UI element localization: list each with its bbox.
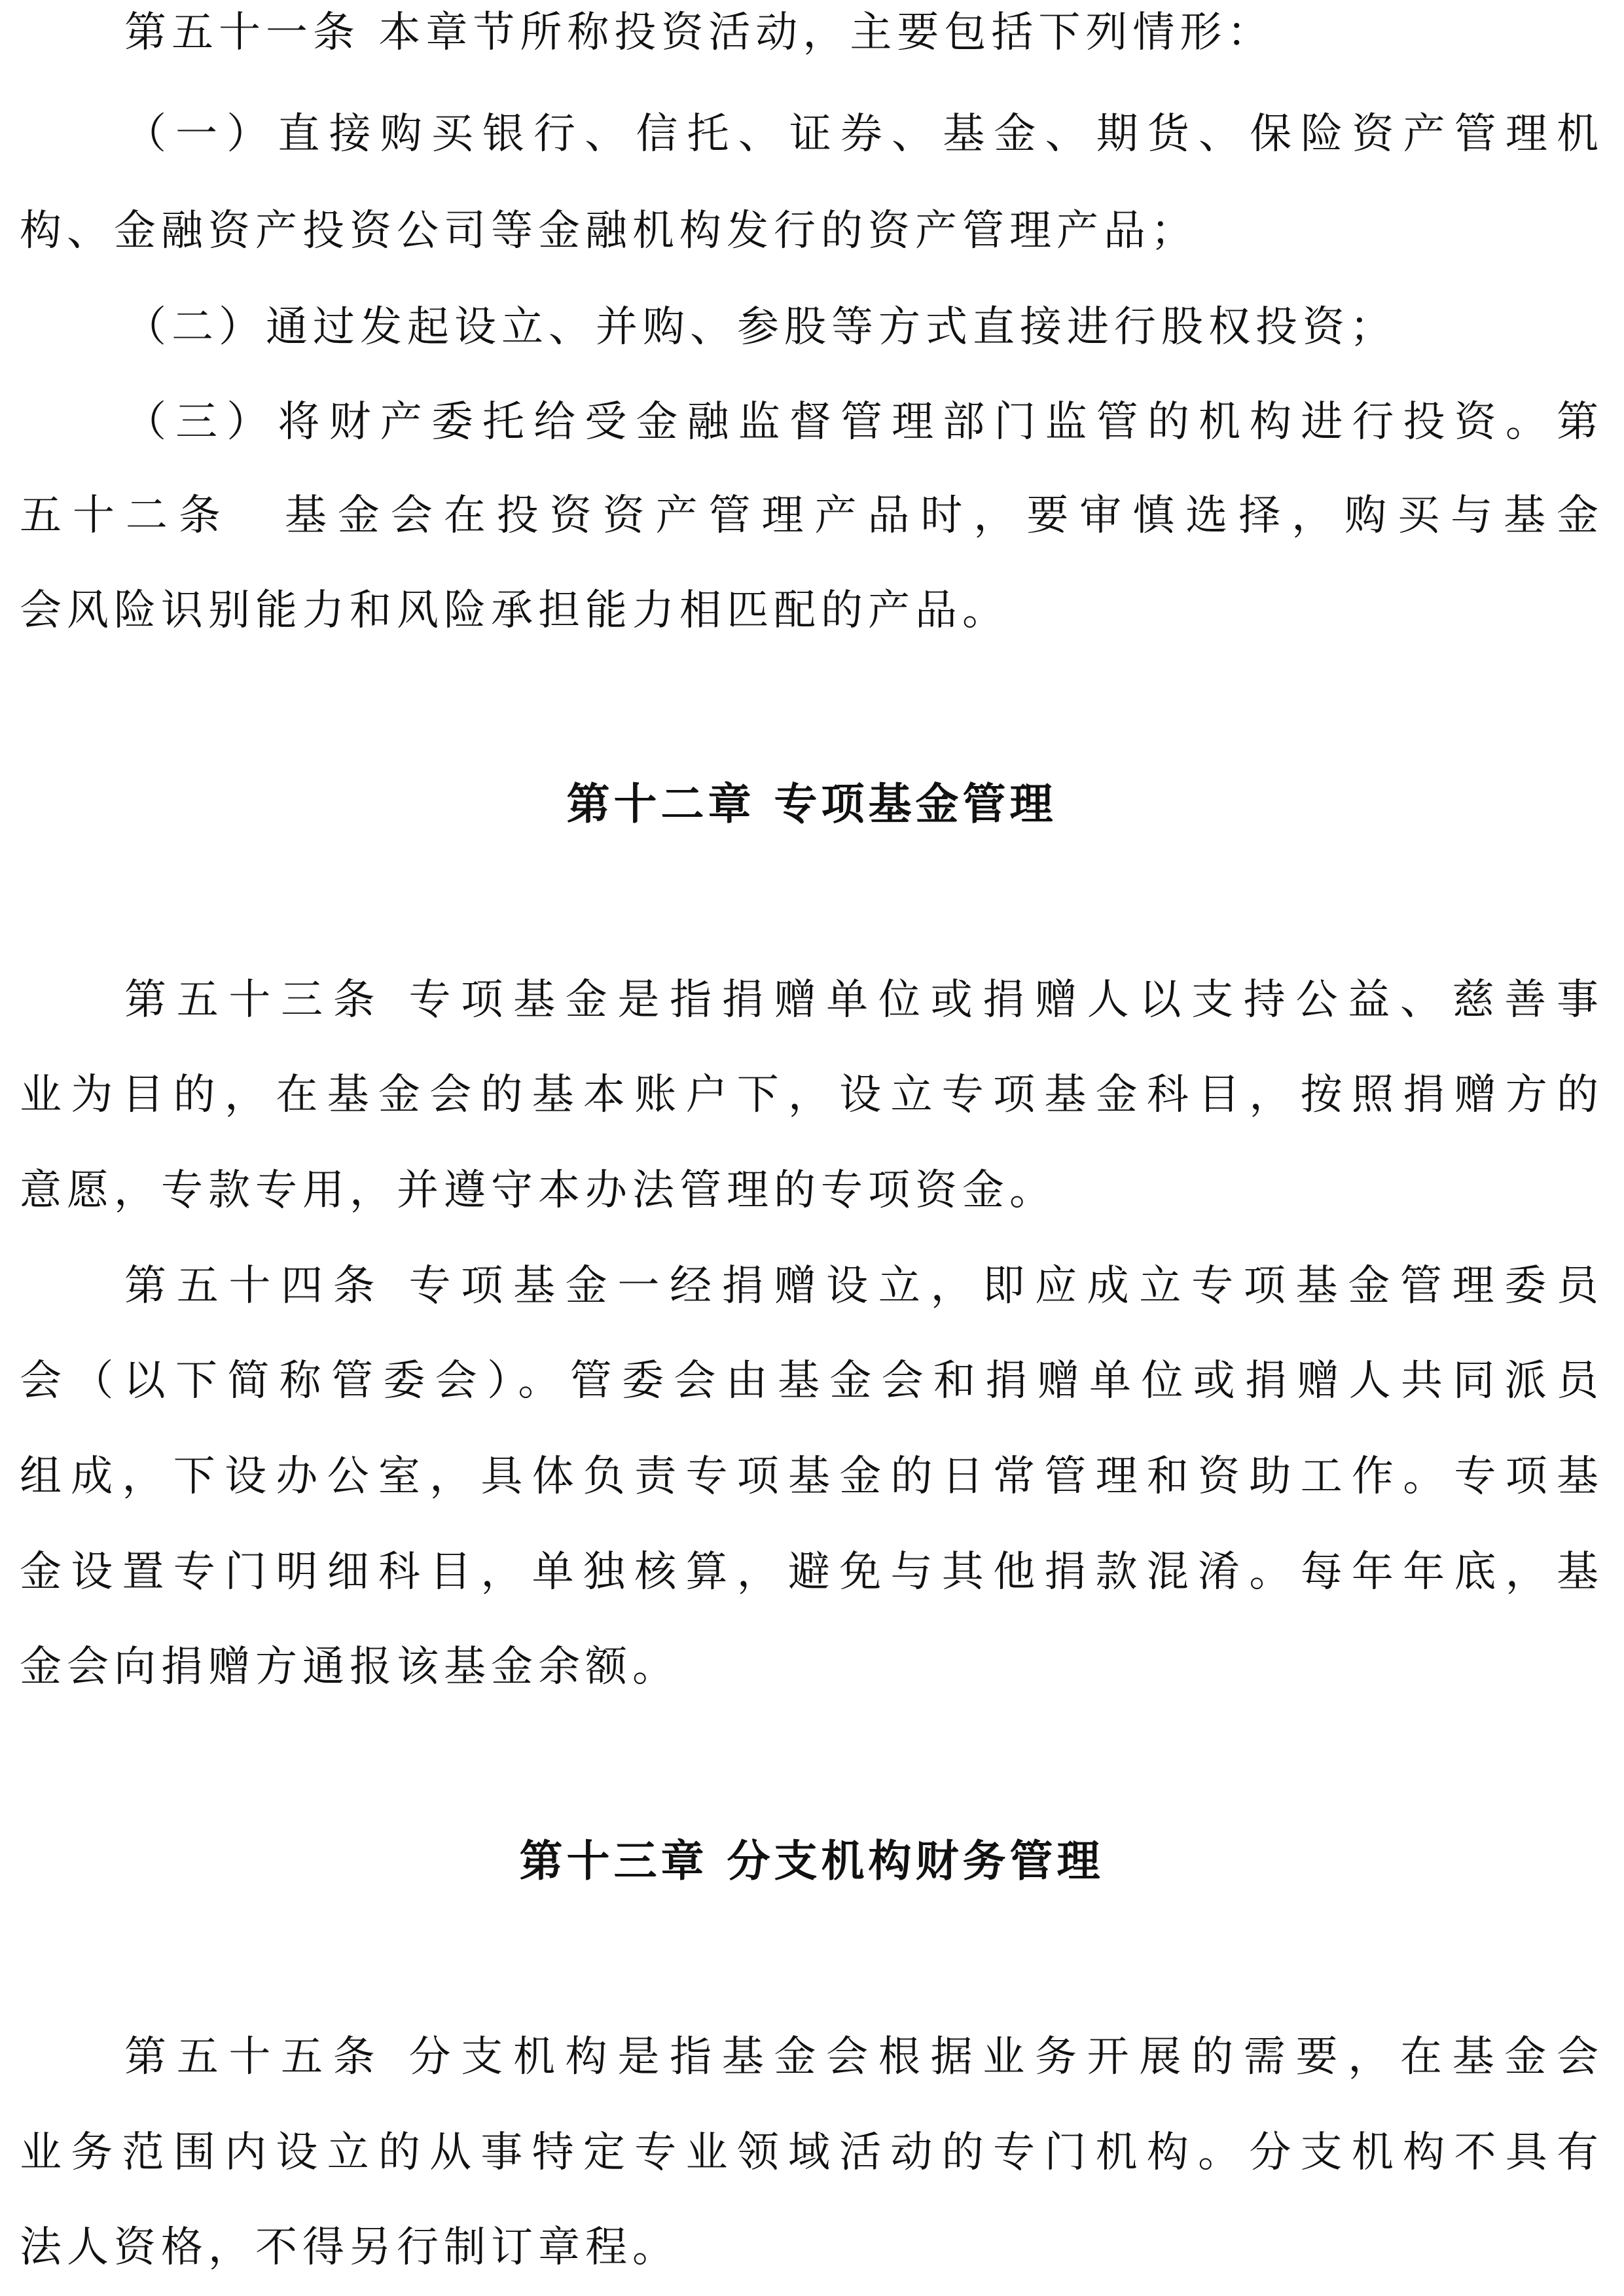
article-51-item-1-line-1: （一）直接购买银行、信托、证券、基金、期货、保险资产管理机 (124, 110, 1604, 158)
article-54-line-1: 第五十四条 专项基金一经捐赠设立，即应成立专项基金管理委员 (124, 1262, 1604, 1310)
article-53-line-1: 第五十三条 专项基金是指捐赠单位或捐赠人以支持公益、慈善事 (124, 976, 1604, 1024)
article-52-line-2: 会风险识别能力和风险承担能力相匹配的产品。 (20, 586, 1009, 635)
article-51-item-3: （三）将财产委托给受金融监督管理部门监管的机构进行投资。第 (124, 398, 1604, 446)
chapter-12-heading: 第十二章 专项基金管理 (566, 778, 1057, 829)
article-55-line-3: 法人资格，不得另行制订章程。 (20, 2223, 679, 2272)
article-51-item-2: （二）通过发起设立、并购、参股等方式直接进行股权投资； (124, 303, 1397, 351)
article-55-line-2: 业务范围内设立的从事特定专业领域活动的专门机构。分支机构不具有 (20, 2128, 1604, 2177)
chapter-13-heading: 第十三章 分支机构财务管理 (519, 1835, 1104, 1886)
article-54-line-2: 会（以下简称管委会）。管委会由基金会和捐赠单位或捐赠人共同派员 (20, 1357, 1604, 1405)
document-page (20, 0, 1604, 2296)
article-53-line-2: 业为目的，在基金会的基本账户下，设立专项基金科目，按照捐赠方的 (20, 1071, 1604, 1119)
article-54-line-5: 金会向捐赠方通报该基金余额。 (20, 1643, 679, 1691)
article-52-line-1: 五十二条 基金会在投资资产管理产品时，要审慎选择，购买与基金 (20, 492, 1604, 540)
article-51-item-1-line-2: 构、金融资产投资公司等金融机构发行的资产管理产品； (20, 207, 1198, 255)
article-55-line-1: 第五十五条 分支机构是指基金会根据业务开展的需要，在基金会 (124, 2033, 1604, 2081)
article-51-intro: 第五十一条 本章节所称投资活动，主要包括下列情形： (124, 9, 1274, 57)
article-54-line-4: 金设置专门明细科目，单独核算，避免与其他捐款混淆。每年年底，基 (20, 1548, 1604, 1596)
article-53-line-3: 意愿，专款专用，并遵守本办法管理的专项资金。 (20, 1166, 1056, 1215)
article-54-line-3: 组成，下设办公室，具体负责专项基金的日常管理和资助工作。专项基 (20, 1452, 1604, 1501)
